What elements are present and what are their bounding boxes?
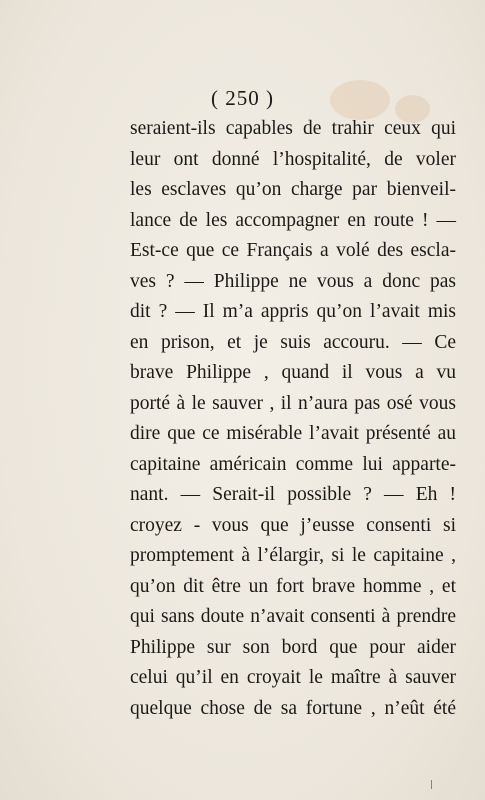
text-line: ves ? — Philippe ne vous a donc pas: [130, 270, 456, 292]
text-line: capitaine américain comme lui apparte-: [130, 453, 456, 475]
text-line: dit ? — Il m’a appris qu’on l’avait mis: [130, 301, 456, 322]
text-line: porté à le sauver , il n’aura pas osé vous: [130, 392, 456, 414]
page-number: ( 250 ): [211, 86, 274, 110]
text-line: celui qu’il en croyait le maître à sauver: [130, 667, 456, 688]
text-line: quelque chose de sa fortune , n’eût été: [130, 697, 456, 719]
body-text: [130, 114, 456, 724]
text-line: qui sans doute n’avait consenti à prendre: [130, 606, 456, 627]
text-line: nant. — Serait-il possible ? — Eh !: [130, 484, 456, 505]
text-line: seraient-ils capables de trahir ceux qui: [130, 118, 456, 139]
text-line: Philippe sur son bord que pour aider: [130, 636, 456, 658]
text-line: dire que ce misérable l’avait présenté au: [130, 423, 456, 444]
text-line: croyez - vous que j’eusse consenti si: [130, 514, 456, 536]
text-line: qu’on dit être un fort brave homme , et: [130, 575, 456, 597]
text-line: Est-ce que ce Français a volé des escla-: [130, 240, 456, 261]
text-line: en prison, et je suis accouru. — Ce: [130, 331, 456, 353]
text-line: leur ont donné l’hospitalité, de voler: [130, 148, 456, 170]
text-line: lance de les accompagner en route ! —: [130, 209, 456, 231]
text-line: brave Philippe , quand il vous a vu: [130, 362, 456, 383]
text-line: promptement à l’élargir, si le capitaine ,: [130, 545, 456, 566]
text-line: les esclaves qu’on charge par bienveil-: [130, 179, 456, 200]
print-mark: [431, 780, 432, 789]
